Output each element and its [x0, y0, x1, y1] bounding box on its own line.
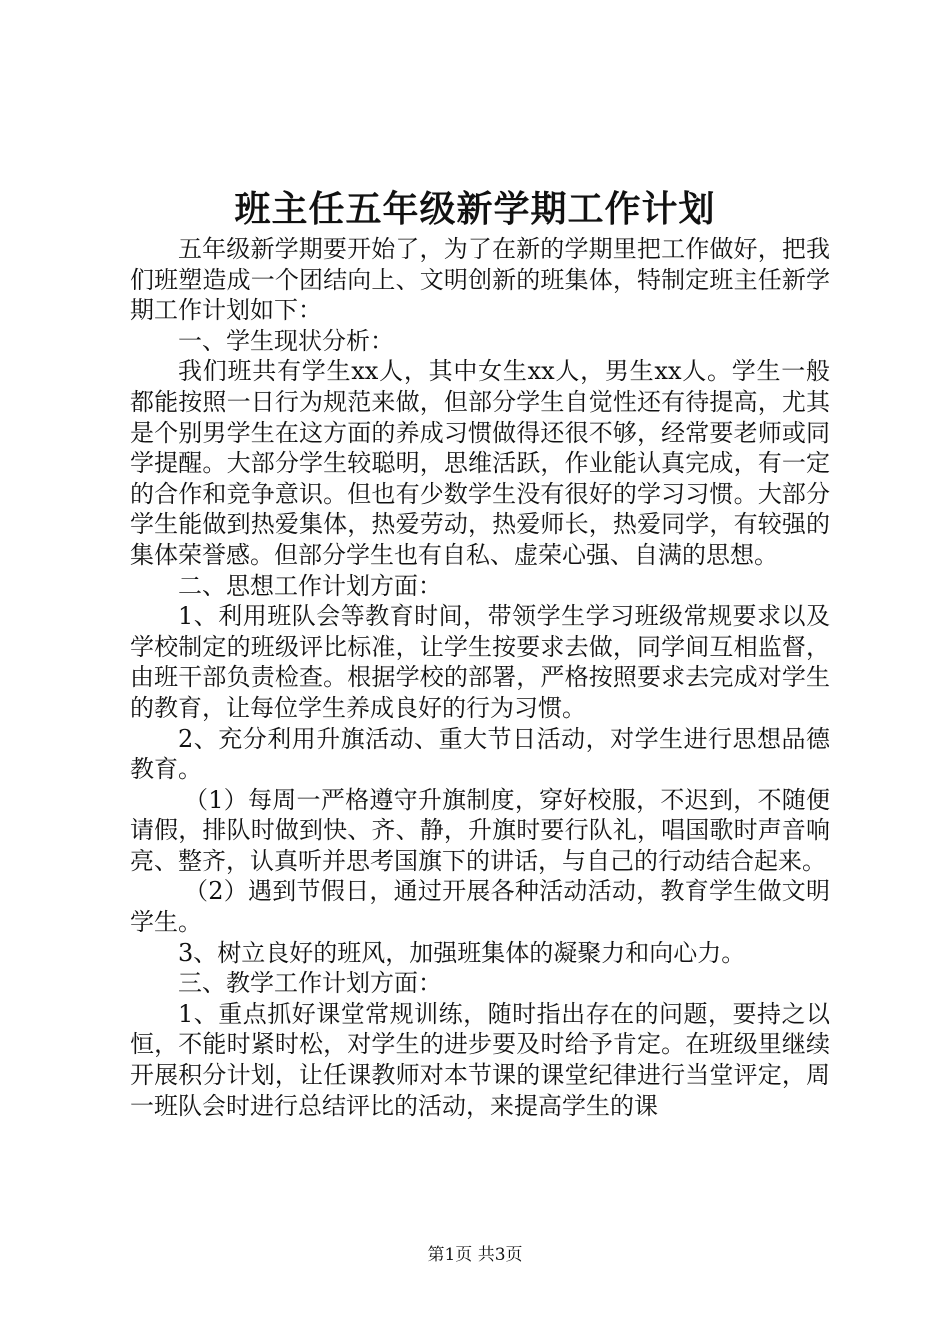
section-2-subitem-1: （1）每周一严格遵守升旗制度，穿好校服，不迟到，不随便请假，排队时做到快、齐、静，升旗时要行队礼，唱国歌时声音响亮、整齐，认真听并思考国旗下的讲话，与自己的行动结合起来。	[130, 785, 830, 875]
section-heading-2: 二、思想工作计划方面：	[178, 571, 442, 600]
section-2-item-2: 2、充分利用升旗活动、重大节日活动，对学生进行思想品德教育。	[130, 724, 830, 784]
section-1-paragraph: 我们班共有学生xx人，其中女生xx人，男生xx人。学生一般都能按照一日行为规范来做，但部分学生自觉性还有待提高，尤其是个别男学生在这方面的养成习惯做得还很不够，经常要老师或同学提醒。大部分学生较聪明，思维活跃，作业能认真完成，有一定的合作和竞争意识。但也有少数学生没有很好的学习习惯。大部分学生能做到热爱集体，热爱劳动，热爱师长，热爱同学，有较强的集体荣誉感。但部分学生也有自私、虚荣心强、自满的思想。	[130, 357, 830, 569]
page-number-footer: 第1页 共3页	[427, 1245, 523, 1265]
intro-paragraph: 五年级新学期要开始了，为了在新的学期里把工作做好，把我们班塑造成一个团结向上、文明创新的班集体，特制定班主任新学期工作计划如下：	[130, 235, 830, 325]
document-title: 班主任五年级新学期工作计划	[234, 188, 716, 230]
document-body	[130, 234, 830, 1121]
section-2-item-3: 3、树立良好的班风，加强班集体的凝聚力和向心力。	[178, 938, 746, 967]
section-2-subitem-2: （2）遇到节假日，通过开展各种活动活动，教育学生做文明学生。	[130, 877, 830, 937]
section-3-item-1: 1、重点抓好课堂常规训练，随时指出存在的问题，要持之以恒，不能时紧时松，对学生的进步要及时给予肯定。在班级里继续开展积分计划，让任课教师对本节课的课堂纪律进行当堂评定，周一班队会时进行总结评比的活动，来提高学生的课	[130, 999, 830, 1120]
section-heading-1: 一、学生现状分析：	[178, 326, 394, 355]
section-2-item-1: 1、利用班队会等教育时间，带领学生学习班级常规要求以及学校制定的班级评比标准，让学生按要求去做，同学间互相监督，由班干部负责检查。根据学校的部署，严格按照要求去完成对学生的教育，让每位学生养成良好的行为习惯。	[130, 602, 830, 722]
section-heading-3: 三、教学工作计划方面：	[178, 969, 442, 998]
